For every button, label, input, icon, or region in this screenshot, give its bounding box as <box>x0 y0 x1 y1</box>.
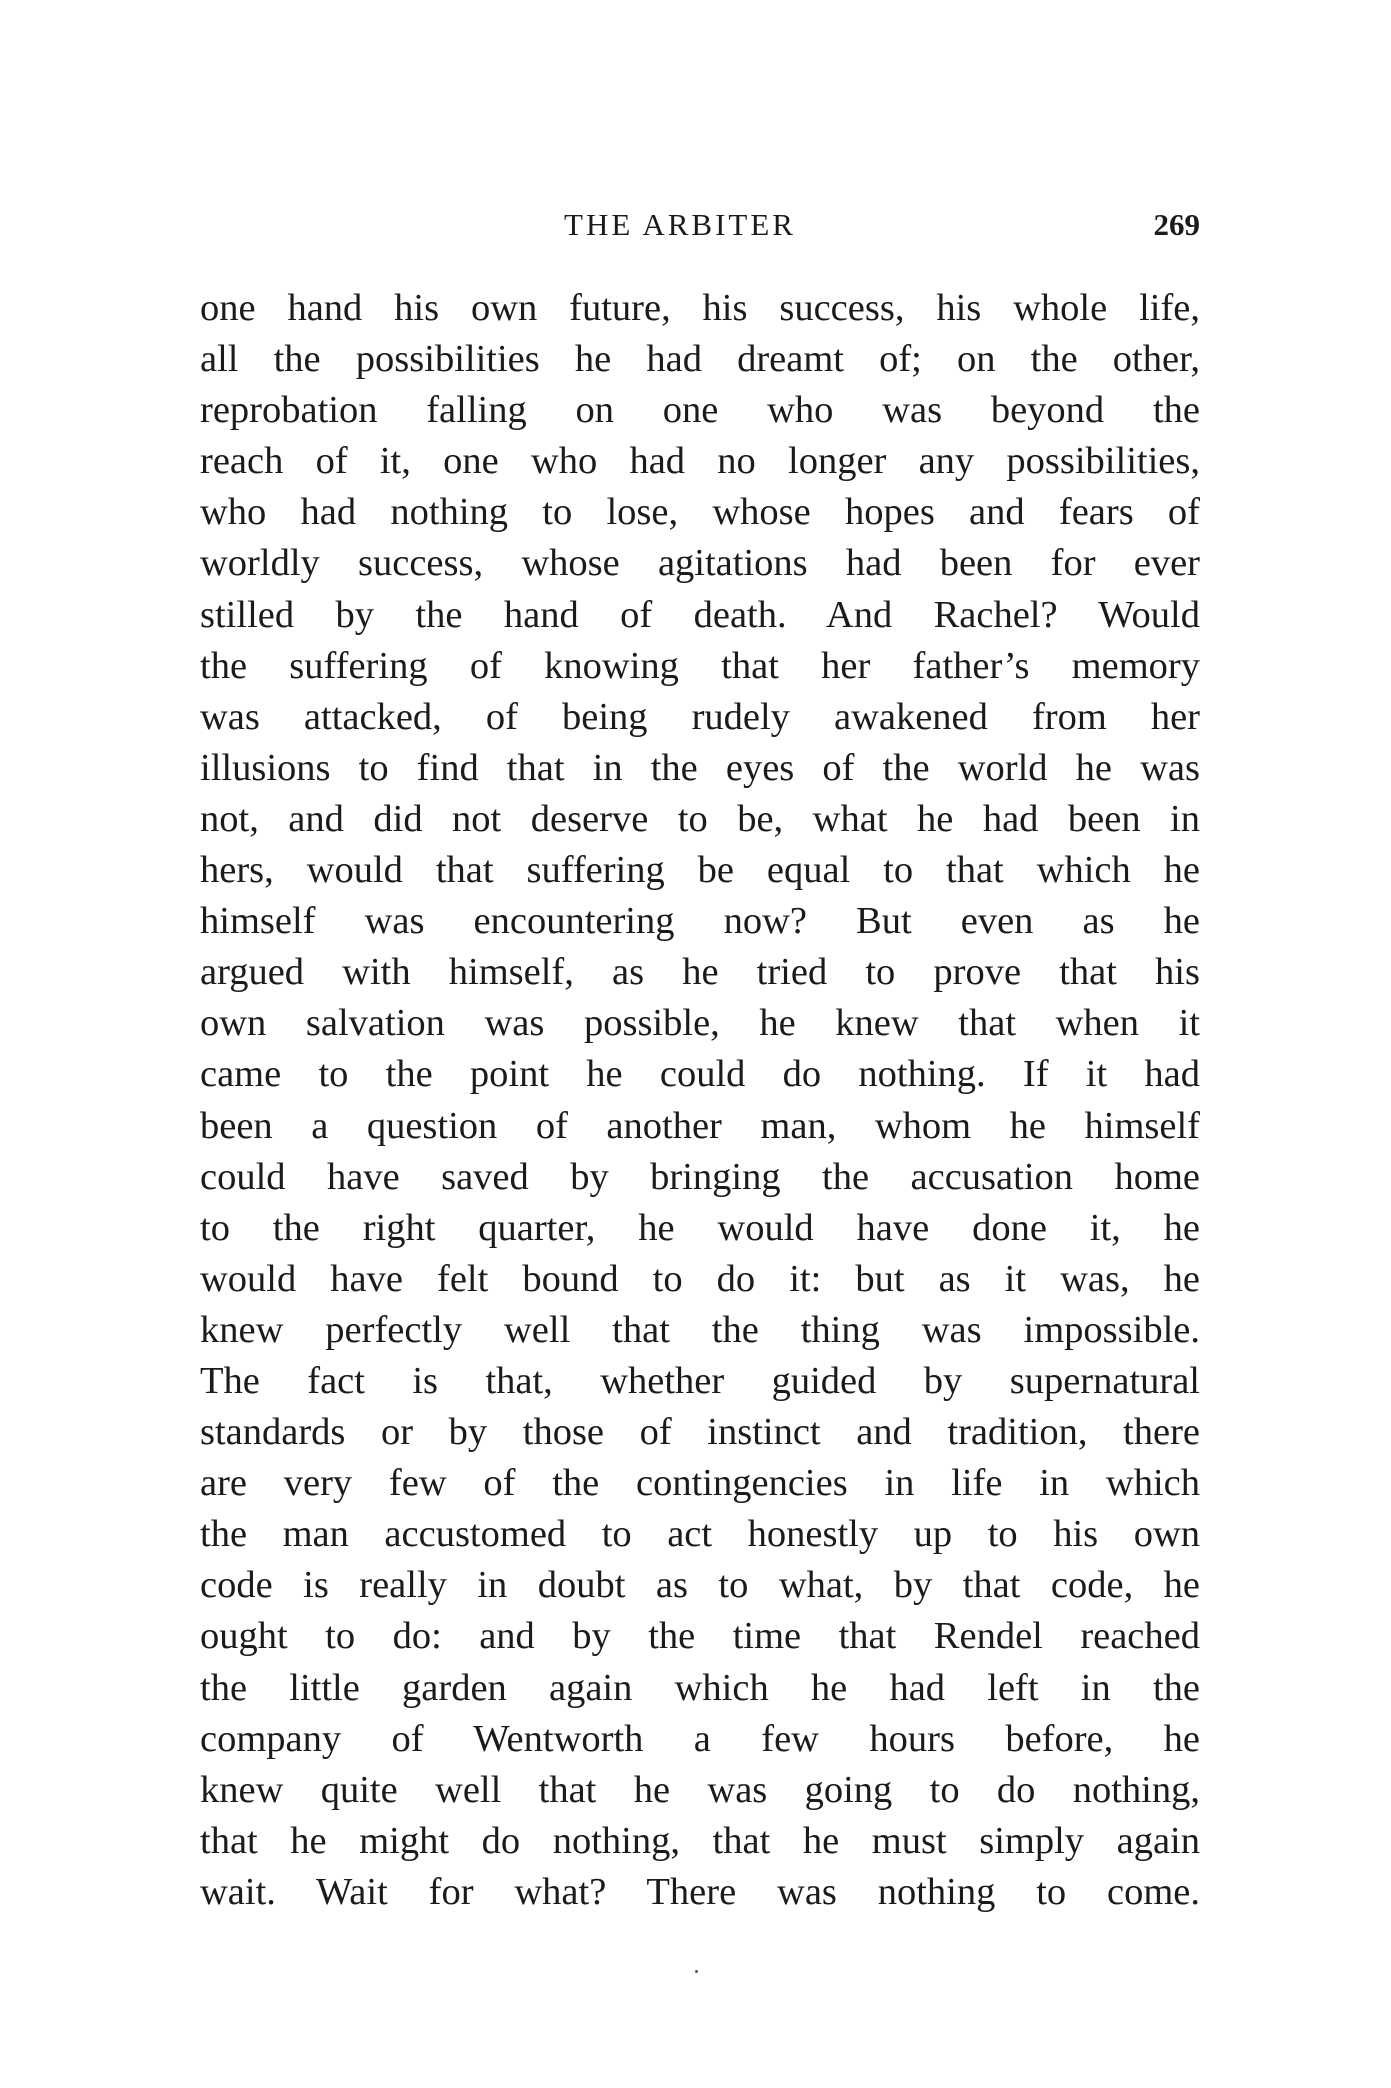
page-number: 269 <box>1153 207 1200 242</box>
text-line: standards or by those of instinct and tradition, there <box>200 1411 1200 1454</box>
text-line: argued with himself, as he tried to prove that his <box>200 951 1200 994</box>
text-line: are very few of the contingencies in life in which <box>200 1462 1200 1505</box>
running-head <box>200 200 1200 250</box>
text-line: illusions to find that in the eyes of the world he was <box>200 746 1200 789</box>
text-line: The fact is that, whether guided by supernatural <box>200 1359 1200 1402</box>
text-line: the little garden again which he had left in the <box>200 1666 1200 1709</box>
text-line: code is really in doubt as to what, by that code, he <box>200 1564 1200 1607</box>
text-line: was attacked, of being rudely awakened from her <box>200 695 1200 738</box>
text-line: wait. Wait for what? There was nothing to come. <box>200 1870 1200 1913</box>
text-line: not, and did not deserve to be, what he had been in <box>200 797 1200 840</box>
text-line: could have saved by bringing the accusation home <box>200 1155 1200 1198</box>
running-title: THE ARBITER <box>564 207 796 242</box>
text-line: all the possibilities he had dreamt of; on the other, <box>200 338 1200 381</box>
text-line: reach of it, one who had no longer any possibilities, <box>200 440 1200 483</box>
text-line: stilled by the hand of death. And Rachel? Would <box>200 593 1200 636</box>
text-line: own salvation was possible, he knew that when it <box>200 1002 1200 1045</box>
text-line: been a question of another man, whom he himself <box>200 1104 1200 1147</box>
text-line: knew perfectly well that the thing was impossible. <box>200 1308 1200 1351</box>
text-line: the man accustomed to act honestly up to his own <box>200 1513 1200 1556</box>
text-line: knew quite well that he was going to do nothing, <box>200 1768 1200 1811</box>
text-line: hers, would that suffering be equal to that which he <box>200 849 1200 892</box>
text-line: who had nothing to lose, whose hopes and fears of <box>200 491 1200 534</box>
text-line: worldly success, whose agitations had been for ever <box>200 542 1200 585</box>
text-line: one hand his own future, his success, his whole life, <box>200 287 1200 329</box>
body-text <box>200 283 1200 1918</box>
text-line: himself was encountering now? But even as he <box>200 900 1200 943</box>
text-line: that he might do nothing, that he must simply again <box>200 1819 1200 1862</box>
print-speck <box>695 1970 698 1973</box>
text-line: company of Wentworth a few hours before, he <box>200 1717 1200 1760</box>
text-line: the suffering of knowing that her father’s memory <box>200 644 1200 687</box>
text-line: ought to do: and by the time that Rendel reached <box>200 1615 1200 1658</box>
text-line: would have felt bound to do it: but as it was, he <box>200 1257 1200 1300</box>
text-line: to the right quarter, he would have done it, he <box>200 1206 1200 1249</box>
text-line: came to the point he could do nothing. If it had <box>200 1053 1200 1096</box>
text-line: reprobation falling on one who was beyond the <box>200 389 1200 432</box>
